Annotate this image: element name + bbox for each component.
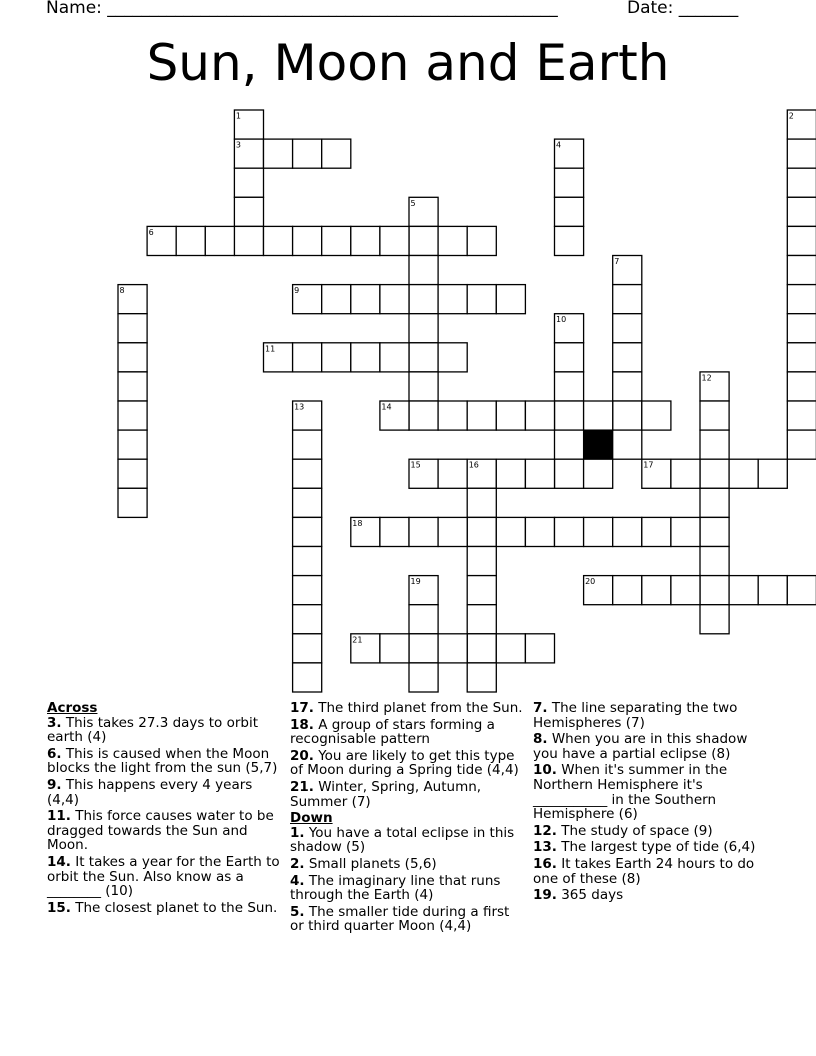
puzzle-title: Sun, Moon and Earth [146,34,670,92]
grid-cell[interactable] [555,226,584,255]
clue-19: 19. 365 days [533,887,624,904]
grid-cell[interactable] [787,576,816,605]
clue-5: 5. The smaller tide during a first or third quarter Moon (4,4) [290,903,510,935]
grid-cell[interactable] [613,576,642,605]
grid-cell[interactable] [293,576,322,605]
clue-number-8: 8 [119,286,125,296]
clue-8: 8. When you are in this shadow you have a partial eclipse (8) [533,731,748,762]
grid-cell[interactable] [467,634,496,663]
grid-cell[interactable] [351,226,380,255]
clue-number-1: 1 [235,111,241,121]
clue-number-13: 13 [294,402,305,412]
grid-cell[interactable] [293,547,322,576]
clue-18: 18. A group of stars forming a recognisable pattern [290,716,495,748]
grid-cell[interactable] [613,517,642,546]
grid-cell[interactable] [467,226,496,255]
grid-cell[interactable] [409,401,438,430]
grid-cell[interactable] [613,343,642,372]
down-clue-list-continued [533,701,768,903]
grid-cell[interactable] [787,168,816,197]
clue-3: 3. This takes 27.3 days to orbit earth (4) [47,714,259,746]
clue-number-6: 6 [148,227,154,237]
grid-cell[interactable] [496,401,525,430]
clue-number-17: 17 [643,460,654,470]
grid-cell[interactable] [293,343,322,372]
grid-cell[interactable] [467,547,496,576]
grid-cell[interactable] [787,314,816,343]
grid-cell[interactable] [234,226,263,255]
grid-cell[interactable] [467,663,496,692]
grid-cell[interactable] [555,430,584,459]
down-clue-list [290,826,525,934]
grid-cell[interactable] [293,459,322,488]
grid-cell[interactable] [787,256,816,285]
clue-6: 6. This is caused when the Moon blocks the light from the sun (5,7) [47,745,278,777]
grid-cell[interactable] [293,663,322,692]
grid-cell[interactable] [496,285,525,314]
grid-cell[interactable] [409,343,438,372]
grid-cell[interactable] [467,488,496,517]
grid-cell[interactable] [351,285,380,314]
clue-2: 2. Small planets (5,6) [290,855,437,872]
grid-cell[interactable] [700,401,729,430]
grid-cell[interactable] [380,285,409,314]
grid-cell[interactable] [555,401,584,430]
clue-16: 16. It takes Earth 24 hours to do one of these (8) [533,855,755,887]
grid-cell[interactable] [671,517,700,546]
grid-cell[interactable] [467,517,496,546]
grid-cell[interactable] [642,517,671,546]
grid-cell[interactable] [409,314,438,343]
clue-1: 1. You have a total eclipse in this shadow (5) [290,824,515,856]
grid-cell[interactable] [118,401,147,430]
grid-cell[interactable] [264,226,293,255]
grid-cell[interactable] [700,576,729,605]
grid-cell[interactable] [584,401,613,430]
clue-number-11: 11 [265,344,276,354]
clue-11: 11. This force causes water to be dragged towards the Sun and Moon. [47,808,274,854]
grid-cell[interactable] [671,576,700,605]
grid-cell[interactable] [467,576,496,605]
clue-number-14: 14 [381,402,392,412]
black-cell [584,430,613,459]
grid-cell[interactable] [118,459,147,488]
clue-10: 10. When it's summer in the Northern Hemisphere it's ___________ in the Southern Hemisphere (6) [533,762,728,823]
grid-cell[interactable] [409,663,438,692]
grid-cell[interactable] [700,517,729,546]
grid-cell[interactable] [322,226,351,255]
grid-cell[interactable] [118,488,147,517]
grid-cell[interactable] [613,430,642,459]
grid-cell[interactable] [700,459,729,488]
grid-cell[interactable] [729,459,758,488]
grid-cell[interactable] [584,517,613,546]
grid-cell[interactable] [525,401,554,430]
grid-cell[interactable] [234,168,263,197]
clue-7: 7. The line separating the two Hemispheres (7) [533,700,738,731]
grid-cell[interactable] [467,401,496,430]
grid-cell[interactable] [293,226,322,255]
grid-cell[interactable] [118,372,147,401]
grid-cell[interactable] [351,343,380,372]
grid-cell[interactable] [380,226,409,255]
grid-cell[interactable] [787,285,816,314]
clue-number-16: 16 [468,460,479,470]
grid-cell[interactable] [584,459,613,488]
grid-cell[interactable] [438,517,467,546]
clue-number-21: 21 [352,635,363,645]
grid-cell[interactable] [293,517,322,546]
grid-cell[interactable] [118,430,147,459]
grid-cell[interactable] [787,401,816,430]
grid-cell[interactable] [409,634,438,663]
grid-cell[interactable] [293,634,322,663]
clue-15: 15. The closest planet to the Sun. [47,899,278,916]
grid-cell[interactable] [613,401,642,430]
clue-number-15: 15 [410,460,421,470]
grid-cell[interactable] [380,517,409,546]
grid-cell[interactable] [525,459,554,488]
grid-cell[interactable] [758,459,787,488]
clues-column-3 [533,701,768,905]
grid-cell[interactable] [322,343,351,372]
grid-cell[interactable] [613,285,642,314]
grid-cell[interactable] [787,139,816,168]
clue-number-5: 5 [410,198,416,208]
grid-cell[interactable] [438,401,467,430]
grid-cell[interactable] [176,226,205,255]
across-heading: Across [47,700,98,716]
grid-cell[interactable] [438,285,467,314]
grid-cell[interactable] [409,372,438,401]
clue-number-10: 10 [556,315,567,325]
grid-cell[interactable] [613,314,642,343]
clue-20: 20. You are likely to get this type of Moon during a Spring tide (4,4) [290,747,519,779]
grid-cell[interactable] [642,401,671,430]
grid-cell[interactable] [322,139,351,168]
grid-cell[interactable] [555,197,584,226]
grid-cell[interactable] [322,285,351,314]
grid-cell[interactable] [555,168,584,197]
grid-cell[interactable] [700,605,729,634]
grid-cell[interactable] [438,634,467,663]
grid-cell[interactable] [293,488,322,517]
grid-cell[interactable] [729,576,758,605]
grid-cell[interactable] [409,285,438,314]
grid-cell[interactable] [496,459,525,488]
clues-column-1 [47,701,282,917]
clue-9: 9. This happens every 4 years (4,4) [47,776,253,808]
grid-cell[interactable] [234,197,263,226]
grid-cell[interactable] [555,372,584,401]
grid-cell[interactable] [496,517,525,546]
name-field[interactable]: Name: _____________________________________________________ [46,0,558,18]
clues-column-2 [290,701,525,936]
grid-cell[interactable] [293,139,322,168]
across-clue-list-continued [290,701,525,809]
clue-number-3: 3 [235,140,241,150]
across-clue-list [47,716,282,916]
grid-cell[interactable] [380,343,409,372]
grid-cell[interactable] [438,343,467,372]
grid-cell[interactable] [700,488,729,517]
grid-cell[interactable] [555,517,584,546]
grid-cell[interactable] [525,634,554,663]
clue-21: 21. Winter, Spring, Autumn, Summer (7) [290,778,482,810]
grid-cell[interactable] [613,372,642,401]
grid-cell[interactable] [467,605,496,634]
clue-number-2: 2 [788,111,794,121]
grid-cell[interactable] [496,634,525,663]
clue-number-18: 18 [352,518,363,528]
grid-cell[interactable] [409,605,438,634]
clue-number-7: 7 [614,257,620,266]
grid-cell[interactable] [700,430,729,459]
grid-cell[interactable] [409,226,438,255]
grid-cell[interactable] [205,226,234,255]
grid-cell[interactable] [642,576,671,605]
grid-cell[interactable] [700,547,729,576]
clue-number-4: 4 [556,140,562,150]
grid-cell[interactable] [409,256,438,285]
clue-number-12: 12 [701,373,712,383]
grid-cell[interactable] [555,459,584,488]
grid-cell[interactable] [671,459,700,488]
grid-cell[interactable] [438,459,467,488]
clue-17: 17. The third planet from the Sun. [290,700,523,716]
grid-cell[interactable] [118,314,147,343]
date-field[interactable]: Date: _______ [627,0,739,18]
clue-number-19: 19 [410,577,421,587]
grid-cell[interactable] [787,226,816,255]
grid-cell[interactable] [787,197,816,226]
grid-cell[interactable] [438,226,467,255]
grid-cell[interactable] [380,634,409,663]
grid-cell[interactable] [118,343,147,372]
clue-4: 4. The imaginary line that runs through the Earth (4) [290,872,501,904]
clue-number-20: 20 [585,577,596,587]
grid-cell[interactable] [787,372,816,401]
grid-cell[interactable] [293,430,322,459]
grid-cell[interactable] [293,605,322,634]
grid-cell[interactable] [758,576,787,605]
clue-12: 12. The study of space (9) [533,822,713,839]
grid-cell[interactable] [787,430,816,459]
down-heading: Down [290,810,333,827]
grid-cell[interactable] [787,343,816,372]
clue-number-9: 9 [294,286,300,296]
clue-14: 14. It takes a year for the Earth to orbit the Sun. Also know as a ________ (10) [47,853,280,900]
clue-13: 13. The largest type of tide (6,4) [533,839,756,856]
grid-cell[interactable] [467,285,496,314]
grid-cell[interactable] [409,517,438,546]
grid-cell[interactable] [525,517,554,546]
grid-cell[interactable] [555,343,584,372]
grid-cell[interactable] [264,139,293,168]
